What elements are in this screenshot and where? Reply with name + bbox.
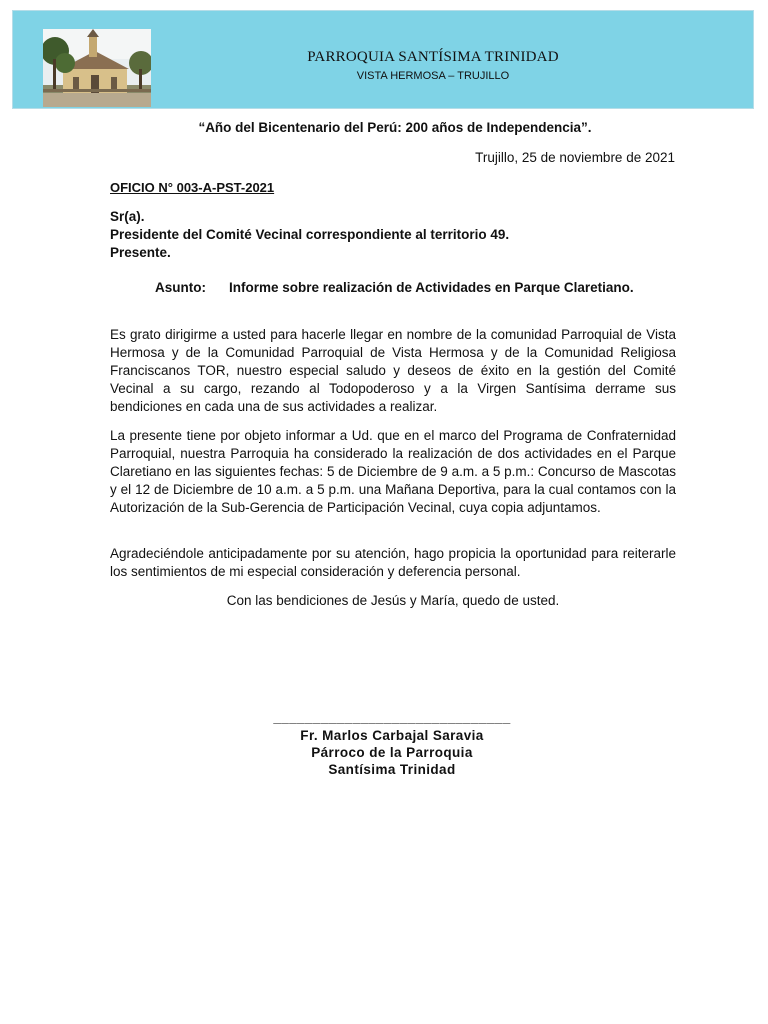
church-photo: [43, 29, 151, 107]
addressee-title: Presidente del Comité Vecinal correspondiente al territorio 49.: [110, 227, 510, 242]
body-paragraph-1: Es grato dirigirme a usted para hacerle llegar en nombre de la comunidad Parroquial de Vista Hermosa y de la Comunidad Parroquial de Vista Hermosa y de la Comunidad Religiosa Franciscanos TOR, nuestro especial saludo y deseos de éxito en la gestión del Comité Vecinal a su cargo, rezando al Todopoderoso y a la Virgen Santísima derrame sus bendiciones en cada una de sus actividades a realizar.: [110, 327, 676, 414]
signatory-title: Párroco de la Parroquia: [311, 745, 473, 760]
signatory-parish: Santísima Trinidad: [328, 762, 456, 777]
subject-text: Informe sobre realización de Actividades en Parque Claretiano.: [229, 280, 634, 295]
body-paragraph-3: Agradeciéndole anticipadamente por su atención, hago propicia la oportunidad para reiterarle los sentimientos de mi especial consideración y deferencia personal.: [110, 546, 676, 579]
signature-line: ______________________________: [273, 710, 511, 725]
subject-label: Asunto:: [155, 280, 206, 295]
addressee-presente: Presente.: [110, 245, 171, 260]
parish-location: VISTA HERMOSA – TRUJILLO: [356, 70, 510, 82]
subject-line: [155, 280, 634, 295]
letterhead: [12, 10, 754, 109]
signatory-name: Fr. Marlos Carbajal Saravia: [300, 728, 484, 743]
parish-name: PARROQUIA SANTÍSIMA TRINIDAD: [307, 49, 559, 65]
body-paragraph-2: La presente tiene por objeto informar a Ud. que en el marco del Programa de Confraternidad Parroquial, nuestra Parroquia ha considerado la realización de dos actividades en el Parque Claretiano en las siguientes fechas: 5 de Diciembre de 9 a.m. a 5 p.m.: Concurso de Mascotas y el 12 de Diciembre de 10 a.m. a 5 p.m. una Mañana Deportiva, para la cual contamos con la Autorización de la Sub-Gerencia de Participación Vecinal, cuya copia adjuntamos.: [110, 428, 676, 515]
year-motto: “Año del Bicentenario del Perú: 200 años de Independencia”.: [198, 120, 592, 135]
addressee-salutation: Sr(a).: [110, 209, 145, 224]
closing-line: Con las bendiciones de Jesús y María, quedo de usted.: [226, 593, 560, 608]
document-number: OFICIO N° 003-A-PST-2021: [110, 180, 275, 195]
date-line: Trujillo, 25 de noviembre de 2021: [475, 150, 675, 165]
